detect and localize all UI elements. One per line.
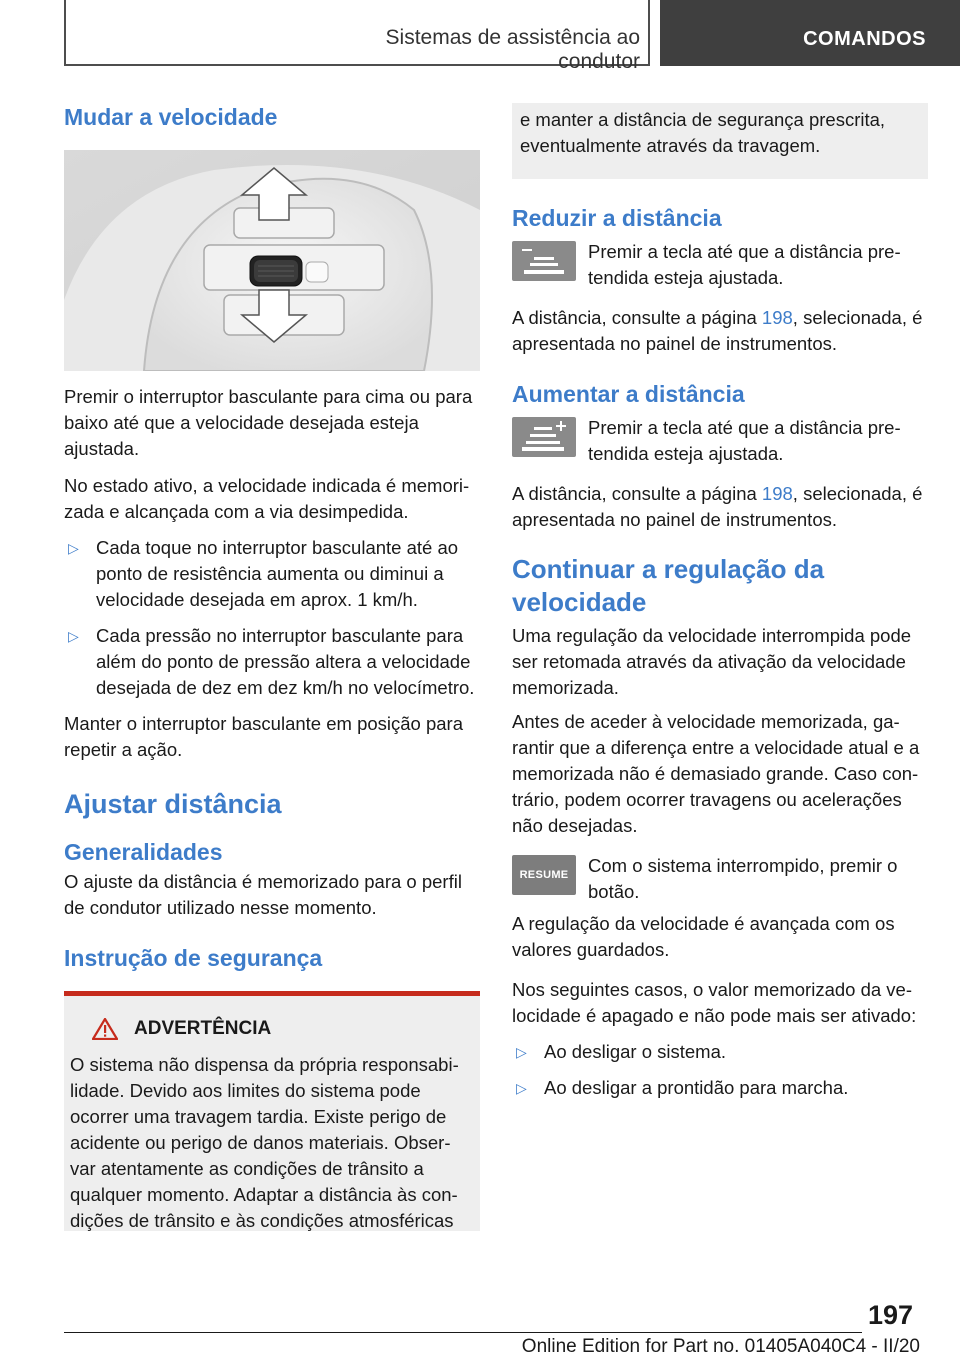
- warning-title-text: ADVERTÊNCIA: [134, 1018, 272, 1039]
- heading-reduzir-distancia: Reduzir a distância: [512, 205, 722, 231]
- triangle-bullet-icon: ▷: [68, 540, 79, 556]
- header-section-title: Sistemas de assistência ao condutor: [385, 26, 640, 73]
- warning-box: [64, 991, 480, 1231]
- paragraph-premir: Premir o interruptor basculante para cima ou para baixo até que a velocidade desejada esteja ajustada.: [64, 386, 473, 459]
- heading-ajustar-distancia: Ajustar distância: [64, 789, 282, 819]
- right-column: [512, 103, 930, 1101]
- triangle-bullet-icon: ▷: [516, 1044, 527, 1060]
- list-item: [512, 1075, 930, 1101]
- header-right-rule: [648, 0, 650, 66]
- warning-triangle-icon: [92, 1018, 118, 1040]
- reduzir-instruction: [512, 239, 930, 291]
- distance-decrease-button-image: [512, 241, 576, 281]
- page-link-198[interactable]: 198: [761, 483, 793, 504]
- paragraph-seguintes-casos: Nos seguintes casos, o valor memorizado da velocidade é apagado e não pode mais ser ativado:: [512, 979, 917, 1026]
- paragraph-regulacao-interrompida: Uma regulação da velocidade interrompida pode ser retomada através da ativação da velocidade memorizada.: [512, 625, 912, 698]
- paragraph-reduzir-distancia: [512, 305, 930, 357]
- aumentar-button-text: Premir a tecla até que a distância pretendida esteja ajustada.: [588, 417, 901, 464]
- list-item-text: Cada toque no interruptor basculante até ao ponto de resistência aumenta ou diminui a velocidade desejada em aprox. 1 km/h.: [96, 537, 459, 610]
- aumentar-instruction: [512, 415, 930, 467]
- resume-instruction: [512, 853, 930, 905]
- paragraph-manter: Manter o interruptor basculante em posição para repetir a ação.: [64, 713, 463, 760]
- paragraph-estado-ativo: No estado ativo, a velocidade indicada é memorizada e alcançada com a via desimpedida.: [64, 475, 470, 522]
- left-column: [64, 100, 482, 1231]
- paragraph-antes-aceder: Antes de aceder à velocidade memorizada, garantir que a diferença entre a velocidade atual e a memorizada não é demasiado grande. Caso contrário, podem ocorrer travagens ou acelerações não desejadas.: [512, 711, 920, 836]
- page-number: 197: [868, 1300, 914, 1330]
- header-chapter-label: COMANDOS: [803, 28, 926, 50]
- paragraph-ajuste-memorizado: O ajuste da distância é memorizado para o perfil de condutor utilizado nesse momento.: [64, 871, 462, 918]
- list-item: [512, 1039, 930, 1065]
- text-part: , selecionada, é apresentada no painel de instrumentos.: [512, 307, 923, 354]
- resume-button-label: RESUME: [519, 869, 569, 881]
- heading-continuar-regulacao: Continuar a regulação da velocidade: [512, 554, 825, 617]
- paragraph-avancada: A regulação da velocidade é avançada com os valores guardados.: [512, 913, 895, 960]
- text-part: , selecionada, é apresentada no painel de instrumentos.: [512, 483, 923, 530]
- warning-text: O sistema não dispensa da própria responsabilidade. Devido aos limites do sistema pode ocorrer uma travagem tardia. Existe perigo de acidente ou perigo de danos materiais. Observar atentamente as condições de trânsito a qualquer momento. Adaptar a distância às condições de trânsito e às condições atmosféricas: [70, 1054, 459, 1231]
- reduzir-button-text: Premir a tecla até que a distância pretendida esteja ajustada.: [588, 241, 901, 288]
- steering-wheel-switch-image: [64, 150, 480, 371]
- triangle-bullet-icon: ▷: [516, 1080, 527, 1096]
- heading-instrucao-seguranca: Instrução de segurança: [64, 945, 323, 971]
- warning-continuation-text: e manter a distância de segurança prescrita, eventualmente através da travagem.: [520, 109, 886, 156]
- warning-title: [64, 996, 480, 1042]
- text-part: A distância, consulte a página: [512, 483, 762, 504]
- list-item: [64, 535, 482, 613]
- list-item-text: Ao desligar a prontidão para marcha.: [544, 1077, 849, 1098]
- list-item-text: Ao desligar o sistema.: [544, 1041, 727, 1062]
- list-item: [64, 623, 482, 701]
- text-part: A distância, consulte a página: [512, 307, 762, 328]
- warning-continuation-box: [512, 103, 928, 179]
- triangle-bullet-icon: ▷: [68, 628, 79, 644]
- header-left-rule: [64, 0, 66, 66]
- footer-edition: Online Edition for Part no. 01405A040C4 - II/20: [521, 1336, 920, 1357]
- distance-increase-button-image: [512, 417, 576, 457]
- heading-aumentar-distancia: Aumentar a distância: [512, 381, 745, 407]
- footer-rule: [64, 1332, 862, 1333]
- heading-mudar-velocidade: Mudar a velocidade: [64, 104, 278, 130]
- resume-button-text: Com o sistema interrompido, premir o botão.: [588, 855, 898, 902]
- list-item-text: Cada pressão no interruptor basculante para além do ponto de pressão altera a velocidade desejada de dez em dez km/h no velocímetro.: [96, 625, 475, 698]
- paragraph-aumentar-distancia: [512, 481, 930, 533]
- resume-button-image: [512, 855, 576, 895]
- heading-generalidades: Generalidades: [64, 839, 223, 865]
- page-link-198[interactable]: 198: [761, 307, 793, 328]
- header-chapter-tab: [660, 0, 960, 66]
